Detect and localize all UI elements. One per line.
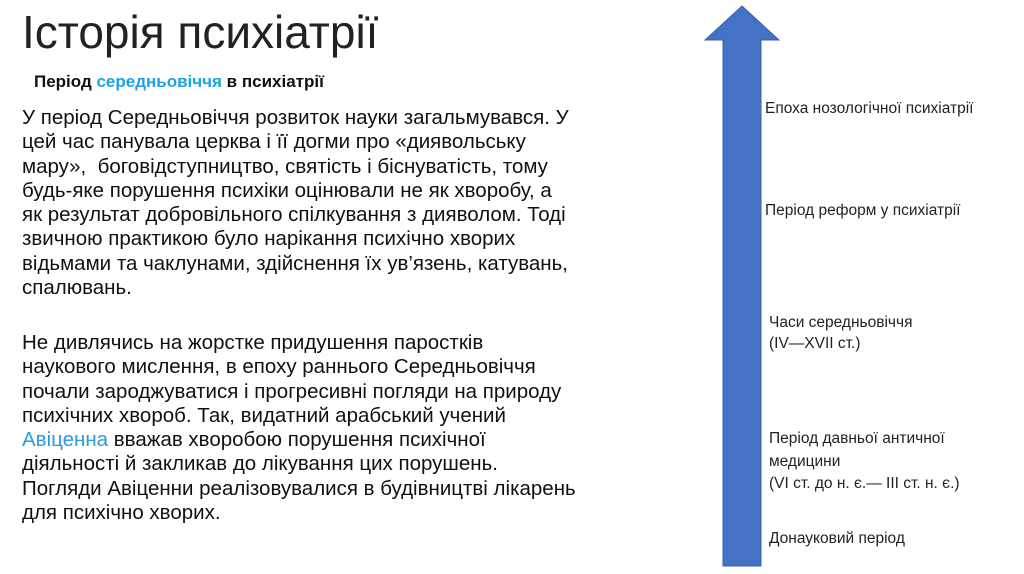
slide-subtitle <box>34 72 324 92</box>
text-span: вважав хворобою порушення психічної <box>108 428 486 452</box>
text-line: будь-яке порушення психіки оцінювали не як хворобу, а <box>22 178 552 202</box>
label-line: (VI ст. до н. є.— III ст. н. є.) <box>769 475 960 492</box>
text-line: діяльності й закликав до лікування цих порушень. <box>22 452 498 476</box>
text-line: для психічно хворих. <box>22 501 221 525</box>
subtitle-text: Період <box>34 72 97 91</box>
text-line: мару», боговідступництво, святість і біснуватість, тому <box>22 154 548 178</box>
text-line: почали зароджуватися і прогресивні погляди на природу <box>22 379 562 403</box>
text-line: звичною практикою було нарікання психічно хворих <box>22 227 516 251</box>
text-line <box>22 428 576 452</box>
avicenna-link: Авіценна <box>22 428 109 452</box>
text-line: наукового мислення, в епоху раннього Середньовіччя <box>22 355 536 379</box>
timeline-label-middle-ages <box>769 312 912 354</box>
timeline-label-nosological <box>765 98 973 119</box>
subtitle-text: в психіатрії <box>221 72 324 91</box>
slide-title: Історія психіатрії <box>22 6 379 58</box>
text-line: відьмами та чаклунами, здійснення їх ув’язень, катувань, <box>22 251 568 275</box>
text-line: цей час панувала церква і її догми про «диявольську <box>22 130 526 154</box>
label-line: Період давньої античної <box>769 430 945 447</box>
paragraph-1 <box>22 106 569 300</box>
label-line: Донауковий період <box>769 530 905 547</box>
text-line: Не дивлячись на жорстке придушення паростків <box>22 331 484 354</box>
subtitle-highlight: середньовіччя <box>96 72 222 91</box>
text-line: спалювань. <box>22 276 132 300</box>
paragraph-2 <box>22 331 576 525</box>
label-line: медицини <box>769 452 841 470</box>
timeline-label-reforms <box>765 200 960 221</box>
text-line: психічних хвороб. Так, видатний арабський учений <box>22 403 506 427</box>
timeline-label-antiquity <box>769 428 960 496</box>
timeline-label-prescientific <box>769 528 905 549</box>
text-line: як результат добровільного спілкування з дияволом. Тоді <box>22 203 566 227</box>
text-line: У період Середньовіччя розвиток науки загальмувався. У <box>22 106 569 129</box>
label-line: Часи середньовіччя <box>769 314 913 331</box>
label-line: Епоха нозологічної психіатрії <box>765 100 974 117</box>
label-line: Період реформ у психіатрії <box>765 202 961 219</box>
text-line: Погляди Авіценни реалізовувалися в будівництві лікарень <box>22 476 576 500</box>
label-line: (IV—XVII ст.) <box>769 335 861 352</box>
